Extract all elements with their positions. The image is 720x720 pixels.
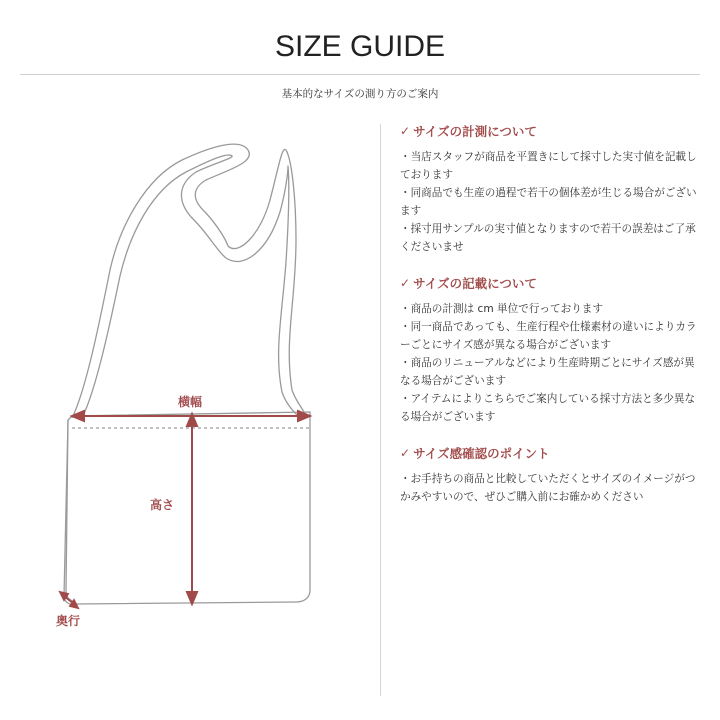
section-heading-text: サイズの計測について: [413, 124, 537, 139]
notes-panel: [400, 122, 700, 524]
section-heading-text: サイズの記載について: [413, 276, 537, 291]
height-arrow: [187, 414, 197, 604]
list-item: ・当店スタッフが商品を平置きにして採寸した実寸値を記載しております: [400, 151, 697, 181]
list-item: ・同一商品であっても、生産行程や仕様素材の違いによりカラーごとにサイズ感が異なる場合がございます: [400, 321, 697, 351]
check-icon: ✓: [400, 446, 411, 460]
list-item: ・アイテムによりこちらでご案内している採寸方法と多少異なる場合がございます: [400, 393, 696, 423]
page-title: SIZE GUIDE: [274, 30, 446, 63]
section-fit-check: [400, 444, 700, 506]
section-heading: [400, 122, 700, 140]
list-item: ・商品のリニューアルなどにより生産時期ごとにサイズ感が異なる場合がございます: [400, 357, 695, 387]
list-item: ・商品の計測は cm 単位で行っております: [400, 303, 603, 315]
section-heading: [400, 444, 700, 462]
section-measurement: [400, 122, 700, 256]
bag-strap: [72, 144, 306, 418]
list-item: ・お手持ちの商品と比較していただくとサイズのイメージがつかみやすいので、ぜひご購入前にお確かめください: [400, 473, 696, 503]
list-item: ・同商品でも生産の過程で若干の個体差が生じる場合がございます: [400, 187, 697, 217]
bag-body: [64, 412, 310, 605]
list-item: ・採寸用サンプルの実寸値となりますので若干の誤差はご了承くださいませ: [400, 223, 696, 253]
section-heading-text: サイズ感確認のポイント: [413, 446, 550, 461]
check-icon: ✓: [400, 276, 411, 290]
width-label: 横幅: [178, 395, 203, 409]
column-divider: [380, 124, 381, 696]
section-notation: [400, 274, 700, 426]
depth-arrow: [60, 592, 78, 608]
check-icon: ✓: [400, 124, 411, 138]
section-heading: [400, 274, 700, 292]
page-subtitle: 基本的なサイズの測り方のご案内: [281, 88, 439, 100]
height-label: 高さ: [150, 498, 175, 512]
depth-label: 奥行: [56, 614, 81, 628]
